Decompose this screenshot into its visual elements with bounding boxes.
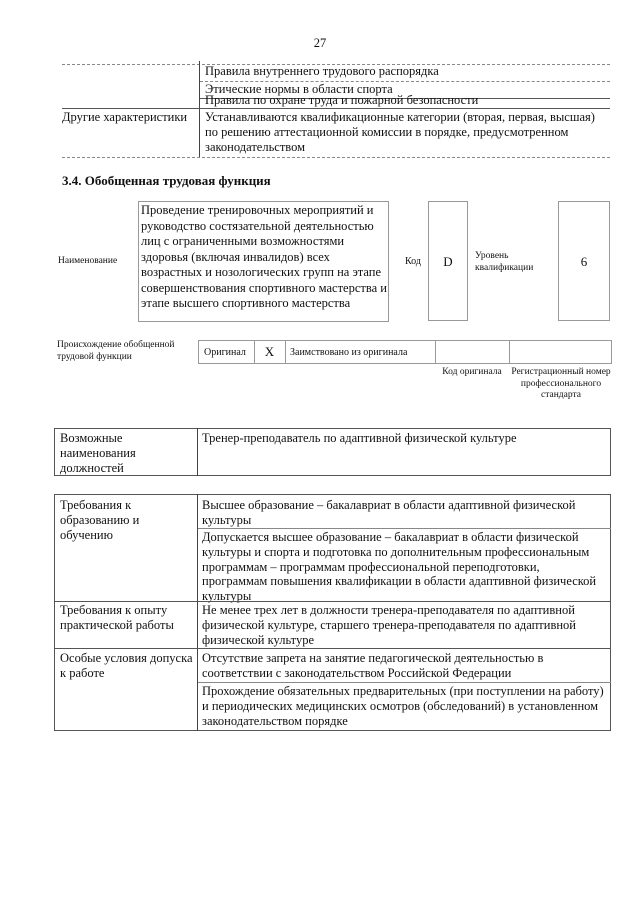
rule-internal-regulations: Правила внутреннего трудового распорядка [205, 64, 439, 78]
row-divider [198, 682, 611, 683]
conditions-label: Особые условия допуска к работе [60, 651, 193, 680]
other-characteristics-value: Устанавливаются квалификационные категории (вторая, первая, высшая) по решению аттестационной комиссии в порядке, предусмотренном законодательством [205, 110, 595, 154]
page-number: 27 [313, 36, 327, 50]
other-characteristics-label: Другие характеристики [62, 110, 188, 124]
conditions-value-1: Отсутствие запрета на занятие педагогической деятельностью в соответствии с законодательством Российской Федерации [202, 651, 544, 680]
table-column-divider [199, 61, 200, 158]
original-label: Оригинал [204, 347, 246, 358]
experience-label: Требования к опыту практической работы [60, 603, 174, 632]
rule-labor-safety: Правила по охране труда и пожарной безопасности [205, 93, 479, 107]
education-value-1: Высшее образование – бакалавриат в области адаптивной физической культуры [202, 498, 576, 527]
origin-divider [509, 340, 510, 364]
experience-value: Не менее трех лет в должности тренера-преподавателя по адаптивной физической культуре, старшего тренера-преподавателя по адаптивной физической культуре [202, 603, 576, 647]
original-code-caption: Код оригинала [442, 367, 502, 377]
origin-label: Происхождение обобщенной трудовой функции [57, 340, 175, 362]
origin-divider [435, 340, 436, 364]
registration-number-caption: Регистрационный номер профессионального стандарта [511, 367, 611, 400]
borrowed-label: Заимствовано из оригинала [290, 347, 408, 358]
positions-value: Тренер-преподаватель по адаптивной физической культуре [202, 431, 517, 445]
section-title: 3.4. Обобщенная трудовая функция [62, 173, 271, 188]
row-divider [55, 648, 611, 649]
origin-divider [285, 340, 286, 364]
positions-divider [197, 428, 198, 476]
row-divider [198, 528, 611, 529]
original-mark: X [264, 344, 275, 359]
row-divider [62, 108, 610, 109]
positions-label: Возможные наименования должностей [60, 431, 136, 475]
rule-ethics: Этические нормы в области спорта [205, 82, 393, 96]
code-value: D [443, 254, 453, 269]
conditions-value-2: Прохождение обязательных предварительных (при поступлении на работу) и периодических медицинских осмотров (обследований) в установленном законодательством порядке [202, 684, 604, 728]
name-label: Наименование [58, 256, 118, 266]
education-value-2: Допускается высшее образование – бакалавриат в области физической культуры и спорта и подготовка по дополнительным профессиональным программам – программам профессиональной переподготовки, программам повышения квалификации в области адаптивной физической культуры [202, 530, 597, 604]
requirements-divider [197, 494, 198, 731]
education-label: Требования к образованию и обучению [60, 498, 140, 542]
row-divider [55, 601, 611, 602]
qualification-level-value: 6 [580, 254, 588, 269]
function-name-value: Проведение тренировочных мероприятий и руководство состязательной деятельностью лиц с ограниченными возможностями здоровья (включая инвалидов) всех возрастных и нозологических групп на этапе совершенствования спортивного мастерства и этапе высшего спортивного мастерства [141, 203, 387, 310]
qualification-level-label: Уровень квалификации [475, 251, 534, 273]
code-label: Код [405, 256, 421, 267]
table-bottom-border [62, 157, 610, 158]
